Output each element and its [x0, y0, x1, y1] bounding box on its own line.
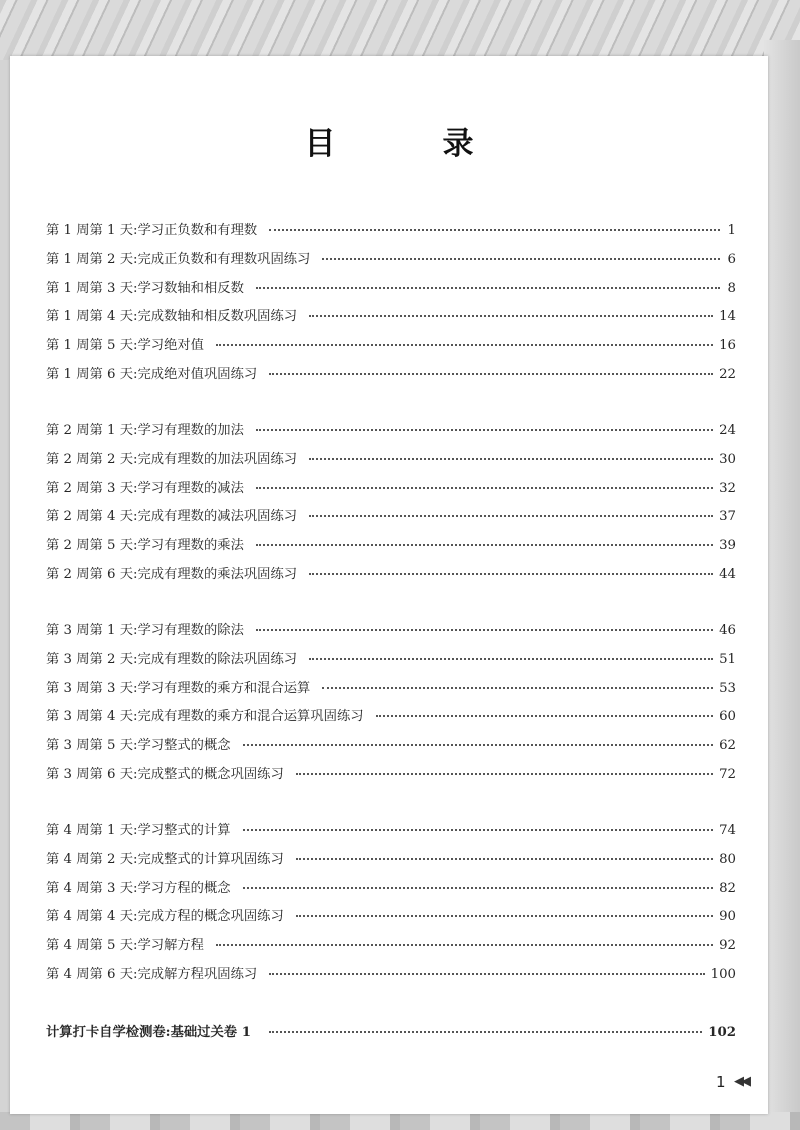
toc-entry-page: 22	[719, 366, 736, 382]
toc-entry-page: 1	[727, 223, 736, 238]
document-page	[10, 56, 768, 1114]
toc-entry-page: 16	[719, 338, 736, 354]
dot-leader	[296, 772, 713, 775]
toc-entry-text: 第 4 周第 1 天:学习整式的计算	[46, 823, 231, 838]
toc-entry[interactable]	[46, 734, 736, 763]
toc-entry-page: 32	[719, 480, 736, 496]
toc-entry-page: 74	[719, 823, 736, 838]
dot-leader	[269, 1030, 702, 1033]
toc-entry[interactable]	[46, 305, 736, 334]
toc-entry-text: 第 2 周第 3 天:学习有理数的减法	[46, 480, 244, 496]
toc-entry-page: 6	[727, 251, 736, 267]
toc-entry-text: 第 4 周第 2 天:完成整式的计算巩固练习	[46, 851, 284, 867]
toc-entry-text: 第 4 周第 4 天:完成方程的概念巩固练习	[46, 909, 284, 925]
toc-entry-page: 82	[719, 880, 736, 896]
toc-entry-page: 62	[719, 738, 736, 754]
toc-entry-page: 90	[719, 909, 736, 925]
toc-entry-text: 第 1 周第 3 天:学习数轴和相反数	[46, 280, 244, 296]
toc-entry-text: 计算打卡自学检测卷:基础过关卷 1	[46, 1025, 251, 1040]
dot-leader	[309, 514, 713, 517]
toc-entry[interactable]	[46, 363, 736, 392]
toc-entry-text: 第 1 周第 5 天:学习绝对值	[46, 338, 204, 354]
toc-week-3	[46, 619, 736, 792]
dot-leader	[256, 286, 720, 289]
toc-entry[interactable]	[46, 448, 736, 477]
toc-entry[interactable]	[46, 963, 736, 992]
toc-entry-text: 第 4 周第 3 天:学习方程的概念	[46, 880, 231, 896]
toc-entry[interactable]	[46, 819, 736, 848]
toc-entry[interactable]	[46, 334, 736, 363]
toc-entry-text: 第 2 周第 2 天:完成有理数的加法巩固练习	[46, 451, 298, 467]
dot-leader	[309, 314, 713, 317]
dot-leader	[309, 572, 713, 575]
dot-leader	[256, 628, 713, 631]
dot-leader	[256, 486, 713, 489]
toc-entry-page: 37	[719, 509, 736, 525]
toc-entry-page: 8	[727, 280, 736, 296]
dot-leader	[216, 343, 713, 346]
toc-entry[interactable]	[46, 219, 736, 248]
toc-entry-text: 第 2 周第 4 天:完成有理数的减法巩固练习	[46, 509, 298, 525]
toc-entry-page: 24	[719, 423, 736, 438]
page-marker-arrows-icon: ◀◀	[734, 1074, 748, 1089]
toc-entry-text: 第 3 周第 5 天:学习整式的概念	[46, 738, 231, 754]
toc-entry-page: 51	[719, 651, 736, 667]
toc-entry-page: 30	[719, 451, 736, 467]
dot-leader	[269, 972, 704, 975]
toc-entry-text: 第 1 周第 1 天:学习正负数和有理数	[46, 223, 258, 238]
dot-leader	[243, 886, 714, 889]
toc-entry[interactable]	[46, 848, 736, 877]
dot-leader	[216, 943, 713, 946]
toc-entry-text: 第 3 周第 6 天:完成整式的概念巩固练习	[46, 766, 284, 782]
toc-entry-page: 72	[719, 766, 736, 782]
toc-final-section	[46, 1021, 736, 1050]
toc-entry[interactable]	[46, 248, 736, 277]
toc-entry-page: 46	[719, 623, 736, 638]
toc-entry-page: 39	[719, 538, 736, 554]
toc-entry-text: 第 2 周第 5 天:学习有理数的乘法	[46, 538, 244, 554]
toc-entry[interactable]	[46, 877, 736, 906]
dot-leader	[256, 428, 713, 431]
toc-entry-page: 80	[719, 851, 736, 867]
dot-leader	[296, 914, 713, 917]
scan-border-right	[764, 40, 800, 1130]
toc-entry[interactable]	[46, 763, 736, 792]
dot-leader	[376, 714, 714, 717]
toc-entry-page: 53	[719, 680, 736, 696]
toc-entry[interactable]	[46, 477, 736, 506]
toc-entry[interactable]	[46, 277, 736, 306]
toc-entry[interactable]	[46, 705, 736, 734]
toc-entry[interactable]	[46, 619, 736, 648]
scan-border-bottom	[0, 1112, 800, 1130]
toc-entry-page: 44	[719, 566, 736, 582]
toc-entry-text: 第 2 周第 1 天:学习有理数的加法	[46, 423, 244, 438]
toc-entry-text: 第 1 周第 6 天:完成绝对值巩固练习	[46, 366, 258, 382]
toc-week-2	[46, 419, 736, 592]
dot-leader	[309, 657, 713, 660]
toc-entry-text: 第 1 周第 4 天:完成数轴和相反数巩固练习	[46, 309, 298, 325]
toc-entry-page: 60	[719, 709, 736, 725]
toc-entry-text: 第 3 周第 4 天:完成有理数的乘方和混合运算巩固练习	[46, 709, 364, 725]
toc-entry-text: 第 3 周第 1 天:学习有理数的除法	[46, 623, 244, 638]
toc-entry[interactable]	[46, 677, 736, 706]
toc-entry[interactable]	[46, 934, 736, 963]
toc-entry-page: 14	[719, 309, 736, 325]
toc-entry-text: 第 1 周第 2 天:完成正负数和有理数巩固练习	[46, 251, 311, 267]
toc-entry-text: 第 2 周第 6 天:完成有理数的乘法巩固练习	[46, 566, 298, 582]
dot-leader	[269, 228, 720, 231]
dot-leader	[256, 543, 713, 546]
toc-entry[interactable]	[46, 905, 736, 934]
dot-leader	[269, 372, 713, 375]
toc-entry[interactable]	[46, 648, 736, 677]
toc-entry-text: 第 4 周第 6 天:完成解方程巩固练习	[46, 966, 258, 982]
dot-leader	[243, 743, 714, 746]
dot-leader	[322, 686, 713, 689]
toc-entry-text: 第 3 周第 3 天:学习有理数的乘方和混合运算	[46, 680, 311, 696]
toc-entry-text: 第 4 周第 5 天:学习解方程	[46, 938, 204, 954]
toc-entry-page: 102	[708, 1025, 736, 1040]
page-number: 1	[716, 1073, 726, 1091]
toc-entry-text: 第 3 周第 2 天:完成有理数的除法巩固练习	[46, 651, 298, 667]
toc-entry[interactable]	[46, 534, 736, 563]
dot-leader	[322, 257, 720, 260]
toc-entry[interactable]	[46, 505, 736, 534]
toc-entry[interactable]	[46, 419, 736, 448]
toc-entry[interactable]	[46, 563, 736, 592]
toc-week-1	[46, 219, 736, 392]
dot-leader	[243, 828, 714, 831]
scan-border-top	[0, 0, 800, 60]
toc-week-4	[46, 819, 736, 992]
page-title: 目 录	[304, 126, 512, 162]
toc-entry-test[interactable]	[46, 1021, 736, 1050]
dot-leader	[296, 857, 713, 860]
toc-entry-page: 92	[719, 938, 736, 954]
toc-entry-page: 100	[710, 966, 736, 982]
dot-leader	[309, 457, 713, 460]
